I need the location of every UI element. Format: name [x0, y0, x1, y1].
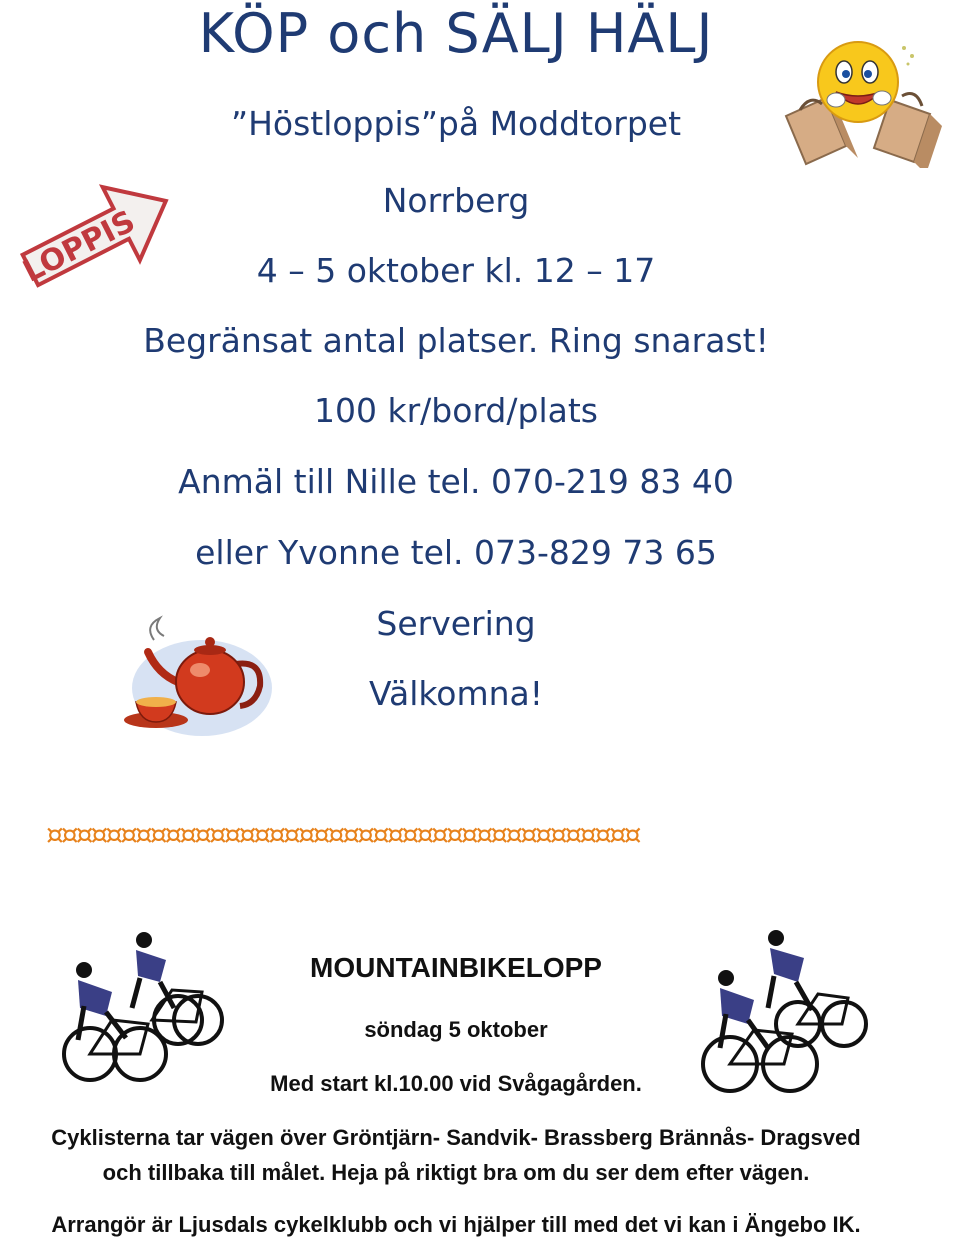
- contact-nille: Anmäl till Nille tel. 070-219 83 40: [178, 462, 734, 501]
- bike-heading: MOUNTAINBIKELOPP: [310, 952, 602, 983]
- bike-route-line-2: och tillbaka till målet. Heja på riktigt bra om du ser dem efter vägen.: [102, 1160, 810, 1185]
- event-name: ”Höstloppis”på Moddtorpet: [230, 104, 682, 143]
- contact-yvonne: eller Yvonne tel. 073-829 73 65: [195, 533, 717, 572]
- bike-start: Med start kl.10.00 vid Svågagården.: [270, 1071, 642, 1096]
- date-time: 4 – 5 oktober kl. 12 – 17: [256, 251, 656, 290]
- servering: Servering: [376, 604, 536, 643]
- loppis-sign-text: LOPPIS: [17, 203, 141, 290]
- limited-spots: Begränsat antal platser. Ring snarast!: [143, 321, 769, 360]
- bike-date: söndag 5 oktober: [364, 1017, 548, 1042]
- organizer: Arrangör är Ljusdals cykelklubb och vi hjälper till med det vi kan i Ängebo IK.: [51, 1212, 861, 1237]
- location: Norrberg: [382, 181, 530, 220]
- welcome: Välkomna!: [368, 674, 544, 713]
- page-title: KÖP och SÄLJ HÄLJ: [198, 2, 714, 65]
- smiley-shopping-icon: [778, 38, 958, 168]
- bike-route-line-1: Cyklisterna tar vägen över Gröntjärn- Sandvik- Brassberg Brännås- Dragsved: [51, 1125, 861, 1150]
- separator: ¤¤¤¤¤¤¤¤¤¤¤¤¤¤¤¤¤¤¤¤¤¤¤¤¤¤¤¤¤¤¤¤¤¤¤¤¤¤¤¤: [46, 818, 639, 851]
- price: 100 kr/bord/plats: [314, 391, 598, 430]
- teapot-icon: [118, 610, 278, 740]
- loppis-sign: [14, 160, 184, 300]
